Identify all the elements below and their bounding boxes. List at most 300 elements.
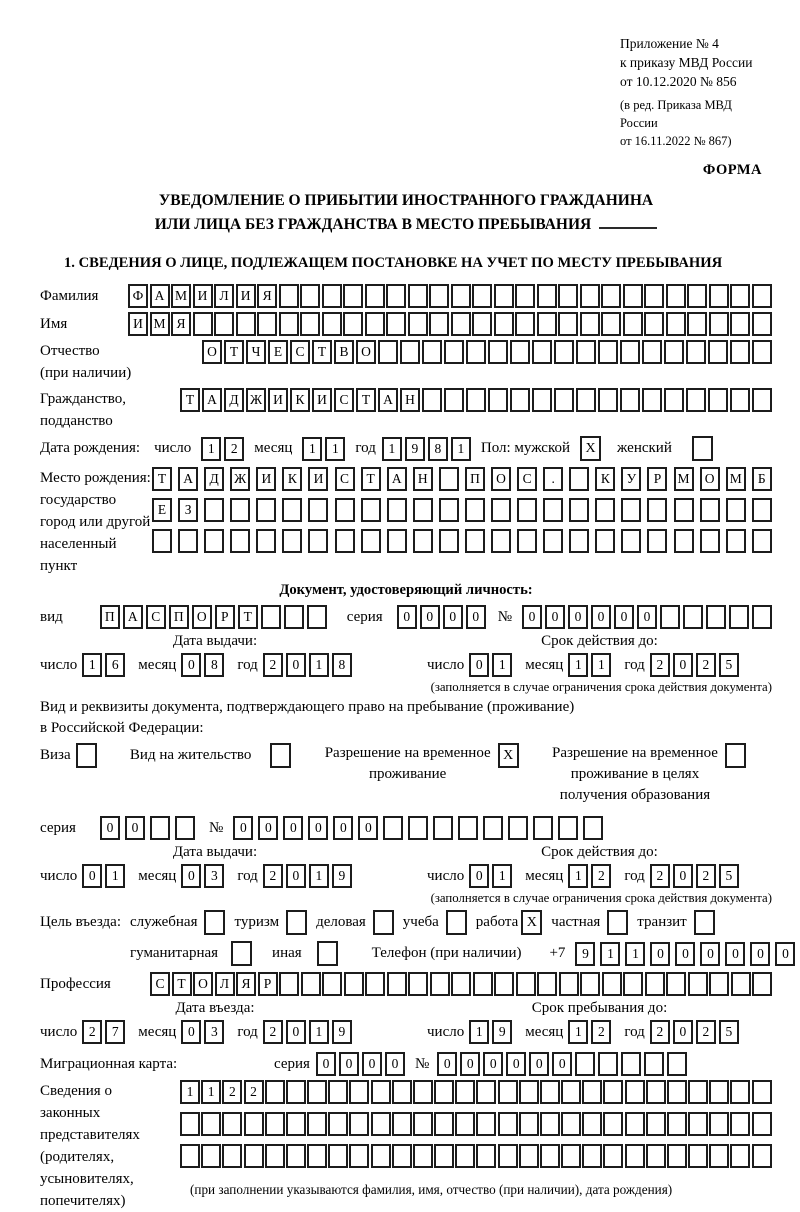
char-box[interactable]: Н — [413, 467, 433, 491]
char-box[interactable]: 0 — [552, 1052, 572, 1076]
char-box[interactable]: 0 — [283, 816, 303, 840]
char-box[interactable] — [537, 972, 557, 996]
char-box[interactable] — [730, 340, 750, 364]
char-box[interactable] — [265, 1144, 285, 1168]
char-box[interactable] — [687, 284, 707, 308]
char-box[interactable] — [709, 284, 729, 308]
char-box[interactable]: 0 — [483, 1052, 503, 1076]
char-box[interactable]: М — [726, 467, 746, 491]
char-box[interactable] — [646, 1112, 666, 1136]
char-box[interactable]: 0 — [233, 816, 253, 840]
char-box[interactable] — [623, 284, 643, 308]
char-box[interactable] — [517, 529, 537, 553]
char-box[interactable]: К — [290, 388, 310, 412]
char-box[interactable] — [532, 388, 552, 412]
char-box[interactable]: И — [308, 467, 328, 491]
char-box[interactable]: 0 — [397, 605, 417, 629]
char-box[interactable] — [386, 284, 406, 308]
char-box[interactable] — [408, 284, 428, 308]
char-box[interactable] — [706, 605, 726, 629]
char-box[interactable]: 0 — [650, 942, 670, 966]
char-box[interactable]: 0 — [775, 942, 795, 966]
char-box[interactable] — [731, 972, 751, 996]
temp-permit-checkbox[interactable]: X — [498, 743, 519, 768]
char-box[interactable]: 1 — [82, 653, 102, 677]
char-box[interactable]: 2 — [82, 1020, 102, 1044]
char-box[interactable] — [645, 972, 665, 996]
purpose-official-checkbox[interactable] — [204, 910, 225, 935]
char-box[interactable]: 0 — [443, 605, 463, 629]
char-box[interactable] — [603, 1144, 623, 1168]
char-box[interactable]: Т — [356, 388, 376, 412]
char-box[interactable]: С — [146, 605, 166, 629]
char-box[interactable]: 0 — [82, 864, 102, 888]
char-box[interactable]: В — [334, 340, 354, 364]
char-box[interactable]: 0 — [469, 864, 489, 888]
char-box[interactable] — [335, 498, 355, 522]
purpose-other-checkbox[interactable] — [317, 941, 338, 966]
char-box[interactable] — [623, 972, 643, 996]
char-box[interactable] — [328, 1112, 348, 1136]
char-box[interactable]: . — [543, 467, 563, 491]
char-box[interactable] — [603, 1112, 623, 1136]
char-box[interactable] — [666, 284, 686, 308]
char-box[interactable] — [201, 1112, 221, 1136]
char-box[interactable] — [265, 1112, 285, 1136]
char-box[interactable]: 1 — [469, 1020, 489, 1044]
char-box[interactable] — [683, 605, 703, 629]
char-box[interactable]: А — [123, 605, 143, 629]
char-box[interactable] — [365, 284, 385, 308]
char-box[interactable]: 0 — [333, 816, 353, 840]
char-box[interactable] — [286, 1080, 306, 1104]
char-box[interactable]: 2 — [696, 864, 716, 888]
char-box[interactable]: 1 — [180, 1080, 200, 1104]
char-box[interactable] — [623, 312, 643, 336]
char-box[interactable]: О — [356, 340, 376, 364]
char-box[interactable]: О — [192, 605, 212, 629]
char-box[interactable] — [328, 1080, 348, 1104]
char-box[interactable] — [621, 1052, 641, 1076]
char-box[interactable] — [621, 529, 641, 553]
char-box[interactable] — [583, 816, 603, 840]
char-box[interactable] — [180, 1112, 200, 1136]
char-box[interactable] — [371, 1112, 391, 1136]
char-box[interactable] — [540, 1112, 560, 1136]
char-box[interactable] — [515, 312, 535, 336]
char-box[interactable]: 0 — [286, 653, 306, 677]
char-box[interactable] — [730, 388, 750, 412]
char-box[interactable] — [752, 1144, 772, 1168]
char-box[interactable] — [349, 1144, 369, 1168]
char-box[interactable] — [434, 1112, 454, 1136]
char-box[interactable] — [408, 312, 428, 336]
char-box[interactable]: И — [128, 312, 148, 336]
char-box[interactable]: 1 — [105, 864, 125, 888]
char-box[interactable] — [413, 1080, 433, 1104]
char-box[interactable]: Р — [215, 605, 235, 629]
char-box[interactable]: 0 — [258, 816, 278, 840]
char-box[interactable]: Т — [180, 388, 200, 412]
char-box[interactable] — [465, 529, 485, 553]
char-box[interactable]: Ж — [230, 467, 250, 491]
char-box[interactable] — [752, 529, 772, 553]
char-box[interactable] — [667, 1144, 687, 1168]
char-box[interactable] — [483, 816, 503, 840]
char-box[interactable]: Я — [236, 972, 256, 996]
char-box[interactable] — [644, 1052, 664, 1076]
char-box[interactable]: 0 — [362, 1052, 382, 1076]
char-box[interactable] — [476, 1112, 496, 1136]
char-box[interactable] — [455, 1112, 475, 1136]
char-box[interactable]: И — [236, 284, 256, 308]
char-box[interactable]: М — [171, 284, 191, 308]
char-box[interactable] — [349, 1080, 369, 1104]
char-box[interactable] — [515, 284, 535, 308]
char-box[interactable] — [429, 312, 449, 336]
char-box[interactable] — [430, 972, 450, 996]
purpose-work-checkbox[interactable]: X — [521, 910, 542, 935]
char-box[interactable] — [700, 498, 720, 522]
char-box[interactable] — [494, 972, 514, 996]
char-box[interactable]: 3 — [204, 1020, 224, 1044]
char-box[interactable] — [361, 529, 381, 553]
char-box[interactable]: 0 — [529, 1052, 549, 1076]
char-box[interactable] — [472, 312, 492, 336]
char-box[interactable] — [601, 284, 621, 308]
char-box[interactable]: 0 — [100, 816, 120, 840]
char-box[interactable] — [569, 529, 589, 553]
char-box[interactable] — [282, 529, 302, 553]
char-box[interactable] — [595, 529, 615, 553]
char-box[interactable] — [726, 529, 746, 553]
char-box[interactable]: 6 — [105, 653, 125, 677]
char-box[interactable]: 0 — [675, 942, 695, 966]
char-box[interactable]: 9 — [332, 864, 352, 888]
char-box[interactable] — [561, 1080, 581, 1104]
char-box[interactable] — [625, 1112, 645, 1136]
char-box[interactable] — [708, 388, 728, 412]
char-box[interactable]: У — [621, 467, 641, 491]
char-box[interactable]: 0 — [437, 1052, 457, 1076]
char-box[interactable] — [642, 340, 662, 364]
char-box[interactable]: 0 — [750, 942, 770, 966]
char-box[interactable]: 5 — [719, 1020, 739, 1044]
char-box[interactable] — [413, 1144, 433, 1168]
char-box[interactable]: 0 — [181, 653, 201, 677]
char-box[interactable] — [466, 340, 486, 364]
char-box[interactable] — [150, 816, 170, 840]
char-box[interactable] — [726, 498, 746, 522]
visa-checkbox[interactable] — [76, 743, 97, 768]
purpose-study-checkbox[interactable] — [446, 910, 467, 935]
char-box[interactable]: 8 — [204, 653, 224, 677]
char-box[interactable]: 1 — [600, 942, 620, 966]
char-box[interactable] — [451, 972, 471, 996]
char-box[interactable] — [444, 340, 464, 364]
char-box[interactable] — [730, 1144, 750, 1168]
char-box[interactable] — [413, 498, 433, 522]
char-box[interactable] — [451, 284, 471, 308]
char-box[interactable] — [458, 816, 478, 840]
char-box[interactable]: 1 — [568, 1020, 588, 1044]
char-box[interactable] — [408, 816, 428, 840]
char-box[interactable]: 5 — [719, 653, 739, 677]
char-box[interactable] — [700, 529, 720, 553]
char-box[interactable] — [387, 972, 407, 996]
char-box[interactable] — [371, 1080, 391, 1104]
char-box[interactable]: Я — [171, 312, 191, 336]
char-box[interactable] — [569, 498, 589, 522]
char-box[interactable] — [488, 388, 508, 412]
char-box[interactable]: Б — [752, 467, 772, 491]
char-box[interactable] — [644, 284, 664, 308]
char-box[interactable] — [408, 972, 428, 996]
char-box[interactable]: Ж — [246, 388, 266, 412]
char-box[interactable] — [582, 1112, 602, 1136]
char-box[interactable]: 1 — [625, 942, 645, 966]
char-box[interactable] — [236, 312, 256, 336]
char-box[interactable]: О — [491, 467, 511, 491]
char-box[interactable] — [434, 1080, 454, 1104]
char-box[interactable]: 0 — [568, 605, 588, 629]
char-box[interactable] — [674, 498, 694, 522]
char-box[interactable]: 2 — [591, 1020, 611, 1044]
char-box[interactable]: 0 — [339, 1052, 359, 1076]
char-box[interactable] — [625, 1144, 645, 1168]
char-box[interactable]: 0 — [308, 816, 328, 840]
char-box[interactable]: Е — [152, 498, 172, 522]
char-box[interactable] — [284, 605, 304, 629]
char-box[interactable] — [620, 388, 640, 412]
char-box[interactable] — [519, 1144, 539, 1168]
char-box[interactable] — [532, 340, 552, 364]
char-box[interactable] — [451, 312, 471, 336]
char-box[interactable] — [307, 605, 327, 629]
char-box[interactable] — [222, 1112, 242, 1136]
char-box[interactable] — [465, 498, 485, 522]
char-box[interactable]: 1 — [492, 653, 512, 677]
char-box[interactable]: А — [150, 284, 170, 308]
char-box[interactable]: 0 — [673, 653, 693, 677]
char-box[interactable]: 1 — [309, 864, 329, 888]
char-box[interactable] — [688, 1144, 708, 1168]
char-box[interactable] — [307, 1080, 327, 1104]
char-box[interactable] — [286, 1112, 306, 1136]
char-box[interactable] — [444, 388, 464, 412]
char-box[interactable] — [537, 312, 557, 336]
char-box[interactable] — [519, 1112, 539, 1136]
char-box[interactable]: 0 — [614, 605, 634, 629]
char-box[interactable]: О — [193, 972, 213, 996]
char-box[interactable] — [279, 284, 299, 308]
char-box[interactable] — [543, 498, 563, 522]
char-box[interactable] — [688, 1112, 708, 1136]
char-box[interactable] — [519, 1080, 539, 1104]
char-box[interactable] — [647, 529, 667, 553]
char-box[interactable]: А — [202, 388, 222, 412]
char-box[interactable]: 1 — [201, 1080, 221, 1104]
char-box[interactable] — [576, 388, 596, 412]
char-box[interactable]: С — [290, 340, 310, 364]
char-box[interactable] — [510, 340, 530, 364]
char-box[interactable] — [752, 498, 772, 522]
char-box[interactable]: 2 — [650, 864, 670, 888]
char-box[interactable]: Д — [204, 467, 224, 491]
char-box[interactable]: 5 — [719, 864, 739, 888]
char-box[interactable]: 1 — [325, 437, 345, 461]
char-box[interactable]: 2 — [696, 1020, 716, 1044]
char-box[interactable]: 2 — [591, 864, 611, 888]
char-box[interactable] — [598, 340, 618, 364]
char-box[interactable] — [601, 312, 621, 336]
char-box[interactable] — [413, 529, 433, 553]
char-box[interactable] — [180, 1144, 200, 1168]
char-box[interactable] — [222, 1144, 242, 1168]
char-box[interactable] — [308, 529, 328, 553]
char-box[interactable] — [582, 1080, 602, 1104]
char-box[interactable] — [307, 1112, 327, 1136]
char-box[interactable] — [575, 1052, 595, 1076]
char-box[interactable] — [667, 1080, 687, 1104]
char-box[interactable]: 2 — [224, 437, 244, 461]
char-box[interactable] — [387, 529, 407, 553]
char-box[interactable] — [455, 1080, 475, 1104]
char-box[interactable] — [647, 498, 667, 522]
char-box[interactable]: Т — [361, 467, 381, 491]
char-box[interactable] — [386, 312, 406, 336]
char-box[interactable] — [688, 972, 708, 996]
char-box[interactable] — [752, 312, 772, 336]
char-box[interactable] — [491, 498, 511, 522]
char-box[interactable] — [308, 498, 328, 522]
char-box[interactable] — [561, 1144, 581, 1168]
char-box[interactable]: А — [178, 467, 198, 491]
char-box[interactable]: П — [100, 605, 120, 629]
char-box[interactable]: 1 — [568, 653, 588, 677]
char-box[interactable]: 0 — [506, 1052, 526, 1076]
char-box[interactable]: Л — [214, 284, 234, 308]
purpose-humanitarian-checkbox[interactable] — [231, 941, 252, 966]
temp-permit-edu-checkbox[interactable] — [725, 743, 746, 768]
char-box[interactable] — [455, 1144, 475, 1168]
char-box[interactable] — [540, 1144, 560, 1168]
char-box[interactable] — [256, 498, 276, 522]
char-box[interactable]: 1 — [309, 653, 329, 677]
char-box[interactable] — [328, 1144, 348, 1168]
char-box[interactable] — [687, 312, 707, 336]
char-box[interactable] — [540, 1080, 560, 1104]
char-box[interactable] — [472, 284, 492, 308]
char-box[interactable]: Р — [647, 467, 667, 491]
char-box[interactable]: 0 — [591, 605, 611, 629]
char-box[interactable]: 0 — [125, 816, 145, 840]
char-box[interactable] — [667, 1112, 687, 1136]
char-box[interactable]: 0 — [700, 942, 720, 966]
char-box[interactable] — [752, 340, 772, 364]
char-box[interactable] — [580, 284, 600, 308]
char-box[interactable] — [752, 605, 772, 629]
char-box[interactable] — [686, 388, 706, 412]
char-box[interactable] — [730, 284, 750, 308]
char-box[interactable]: О — [700, 467, 720, 491]
char-box[interactable]: З — [178, 498, 198, 522]
char-box[interactable]: 2 — [650, 653, 670, 677]
sex-male-checkbox[interactable]: X — [580, 436, 601, 461]
char-box[interactable] — [752, 284, 772, 308]
char-box[interactable]: А — [378, 388, 398, 412]
char-box[interactable] — [709, 1112, 729, 1136]
char-box[interactable]: 9 — [492, 1020, 512, 1044]
char-box[interactable]: 0 — [420, 605, 440, 629]
char-box[interactable]: Я — [257, 284, 277, 308]
char-box[interactable] — [300, 284, 320, 308]
char-box[interactable] — [498, 1144, 518, 1168]
char-box[interactable] — [537, 284, 557, 308]
char-box[interactable] — [349, 1112, 369, 1136]
char-box[interactable] — [422, 340, 442, 364]
char-box[interactable]: 0 — [522, 605, 542, 629]
char-box[interactable]: 2 — [263, 1020, 283, 1044]
char-box[interactable]: И — [268, 388, 288, 412]
char-box[interactable]: 8 — [332, 653, 352, 677]
char-box[interactable] — [752, 1112, 772, 1136]
char-box[interactable]: С — [150, 972, 170, 996]
char-box[interactable] — [175, 816, 195, 840]
char-box[interactable]: 0 — [181, 1020, 201, 1044]
char-box[interactable]: 1 — [309, 1020, 329, 1044]
char-box[interactable]: Л — [215, 972, 235, 996]
char-box[interactable] — [201, 1144, 221, 1168]
char-box[interactable] — [558, 284, 578, 308]
char-box[interactable] — [286, 1144, 306, 1168]
char-box[interactable] — [558, 312, 578, 336]
char-box[interactable]: И — [312, 388, 332, 412]
char-box[interactable]: Н — [400, 388, 420, 412]
char-box[interactable] — [204, 529, 224, 553]
char-box[interactable] — [371, 1144, 391, 1168]
char-box[interactable]: 8 — [428, 437, 448, 461]
char-box[interactable] — [646, 1080, 666, 1104]
char-box[interactable]: 0 — [286, 864, 306, 888]
residence-permit-checkbox[interactable] — [270, 743, 291, 768]
char-box[interactable]: Т — [224, 340, 244, 364]
char-box[interactable] — [204, 498, 224, 522]
char-box[interactable] — [152, 529, 172, 553]
char-box[interactable] — [244, 1144, 264, 1168]
char-box[interactable] — [433, 816, 453, 840]
char-box[interactable]: А — [387, 467, 407, 491]
purpose-tourism-checkbox[interactable] — [286, 910, 307, 935]
char-box[interactable] — [494, 284, 514, 308]
char-box[interactable] — [300, 312, 320, 336]
char-box[interactable] — [752, 972, 772, 996]
char-box[interactable] — [400, 340, 420, 364]
char-box[interactable] — [365, 972, 385, 996]
char-box[interactable] — [214, 312, 234, 336]
char-box[interactable] — [667, 1052, 687, 1076]
char-box[interactable] — [621, 498, 641, 522]
char-box[interactable]: 2 — [263, 864, 283, 888]
char-box[interactable] — [344, 972, 364, 996]
char-box[interactable]: 0 — [358, 816, 378, 840]
char-box[interactable]: 2 — [696, 653, 716, 677]
char-box[interactable] — [533, 816, 553, 840]
char-box[interactable]: 2 — [244, 1080, 264, 1104]
char-box[interactable] — [598, 1052, 618, 1076]
char-box[interactable] — [516, 972, 536, 996]
char-box[interactable] — [752, 388, 772, 412]
